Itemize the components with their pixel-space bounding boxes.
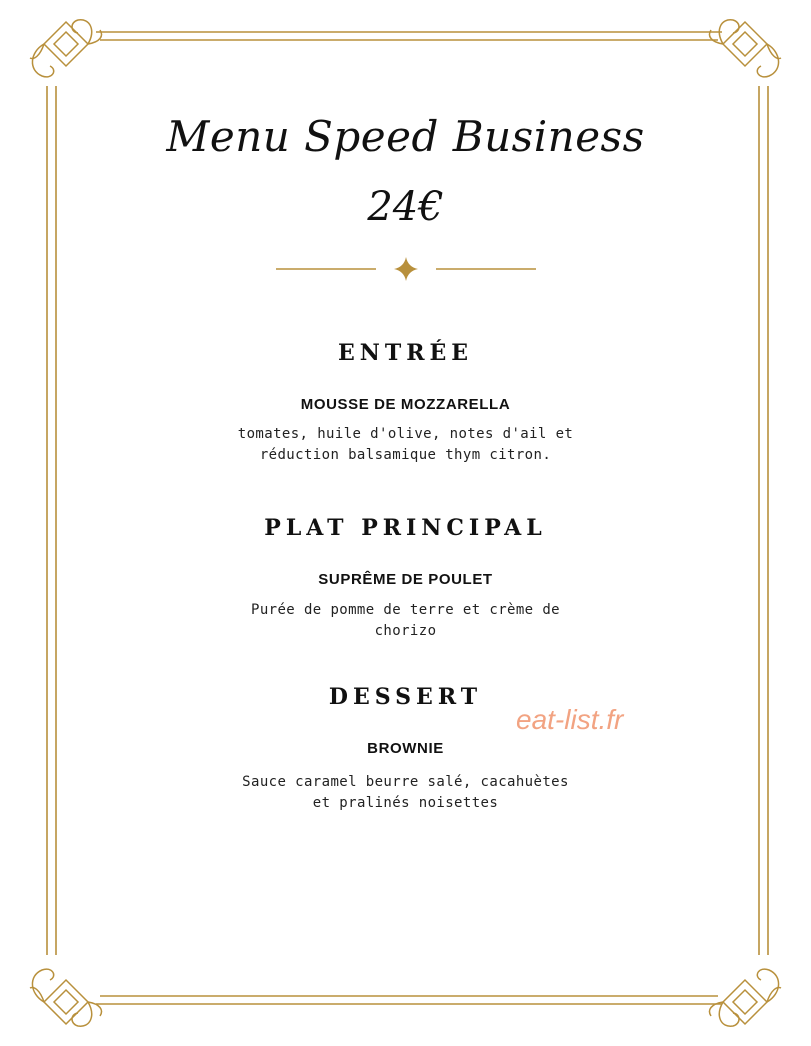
- menu-price: 24€: [367, 184, 444, 230]
- star-divider-icon: [276, 254, 536, 284]
- menu-title: Menu Speed Business: [166, 112, 645, 161]
- item-name-plat-principal: SUPRÊME DE POULET: [318, 571, 493, 588]
- item-name-entree: MOUSSE DE MOZZARELLA: [300, 396, 511, 413]
- item-description-dessert: [195, 772, 616, 814]
- description-line: chorizo: [374, 623, 437, 639]
- section-title-entree: ENTRÉE: [337, 340, 474, 366]
- description-line: tomates, huile d'olive, notes d'ail et: [237, 426, 574, 442]
- watermark: eat-list.fr: [516, 704, 624, 735]
- description-line: et pralinés noisettes: [312, 795, 499, 811]
- description-line: Purée de pomme de terre et crème de: [250, 602, 560, 618]
- item-name-dessert: BROWNIE: [367, 740, 444, 757]
- section-title-dessert: DESSERT: [328, 684, 483, 710]
- item-description-entree: [195, 424, 616, 466]
- item-description-plat-principal: [195, 600, 616, 642]
- section-title-plat-principal: PLAT PRINCIPAL: [264, 515, 547, 541]
- description-line: réduction balsamique thym citron.: [259, 447, 552, 463]
- description-line: Sauce caramel beurre salé, cacahuètes: [242, 774, 569, 790]
